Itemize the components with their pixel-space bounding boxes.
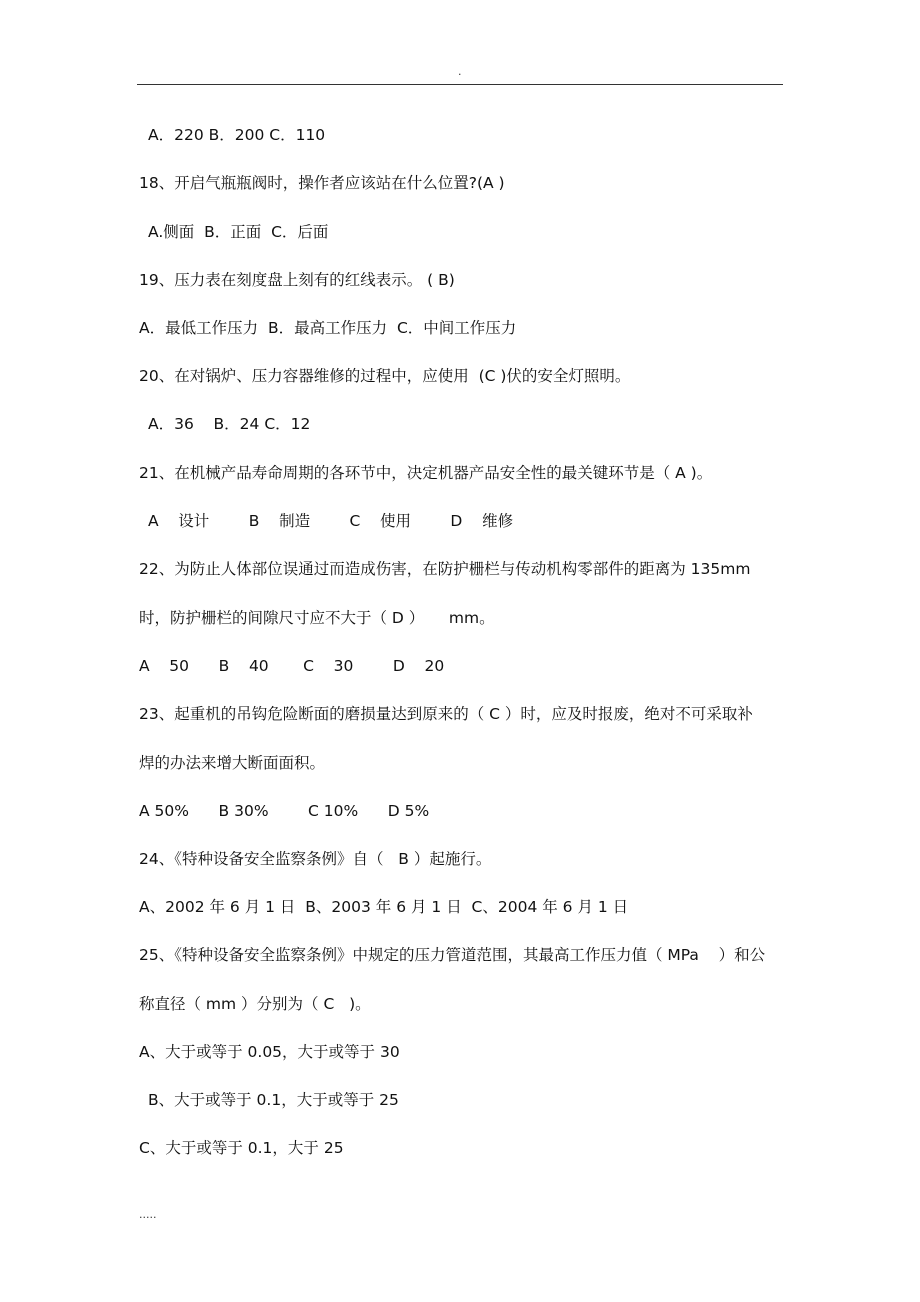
question-25-line-2: 称直径（ mm ）分别为（ C )。 [139,995,371,1013]
answer-option-25-a: A、大于或等于 0.05，大于或等于 30 [139,1043,400,1061]
question-23-line-2: 焊的办法来增大断面面积。 [139,754,326,772]
answer-options-19: A．最低工作压力 B．最高工作压力 C．中间工作压力 [139,319,517,337]
question-24: 24、《特种设备安全监察条例》自（ B ）起施行。 [139,850,492,868]
footer-mark: ..... [139,1208,157,1221]
answer-options-22: A 50 B 40 C 30 D 20 [139,657,445,675]
question-18: 18、开启气瓶瓶阀时，操作者应该站在什么位置?(A ) [139,174,505,192]
answer-options-18: A.侧面 B．正面 C．后面 [148,223,329,241]
question-23-line-1: 23、起重机的吊钩危险断面的磨损量达到原来的（ C ）时，应及时报废，绝对不可采取补 [139,705,753,723]
question-19: 19、压力表在刻度盘上刻有的红线表示。 ( B) [139,271,455,289]
answer-option-25-b: B、大于或等于 0.1，大于或等于 25 [148,1091,399,1109]
answer-options-24: A、2002 年 6 月 1 日 B、2003 年 6 月 1 日 C、2004 年 6 月 1 日 [139,898,629,916]
answer-option-25-c: C、大于或等于 0.1，大于 25 [139,1139,344,1157]
question-22-line-1: 22、为防止人体部位误通过而造成伤害，在防护栅栏与传动机构零部件的距离为 135mm [139,560,751,578]
question-22-line-2: 时，防护栅栏的间隙尺寸应不大于（ D ） mm。 [139,609,495,627]
question-20: 20、在对锅炉、压力容器维修的过程中，应使用 (C )伏的安全灯照明。 [139,367,631,385]
header-mark: . [458,65,462,78]
question-25-line-1: 25、《特种设备安全监察条例》中规定的压力管道范围，其最高工作压力值（ MPa ）和公 [139,946,766,964]
header-rule [137,84,783,85]
answer-options-21: A 设计 B 制造 C 使用 D 维修 [148,512,514,530]
answer-options-23: A 50% B 30% C 10% D 5% [139,802,430,820]
answer-options-17: A．220 B．200 C．110 [148,126,326,144]
answer-options-20: A．36 B．24 C．12 [148,415,311,433]
question-21: 21、在机械产品寿命周期的各环节中，决定机器产品安全性的最关键环节是（ A )。 [139,464,713,482]
